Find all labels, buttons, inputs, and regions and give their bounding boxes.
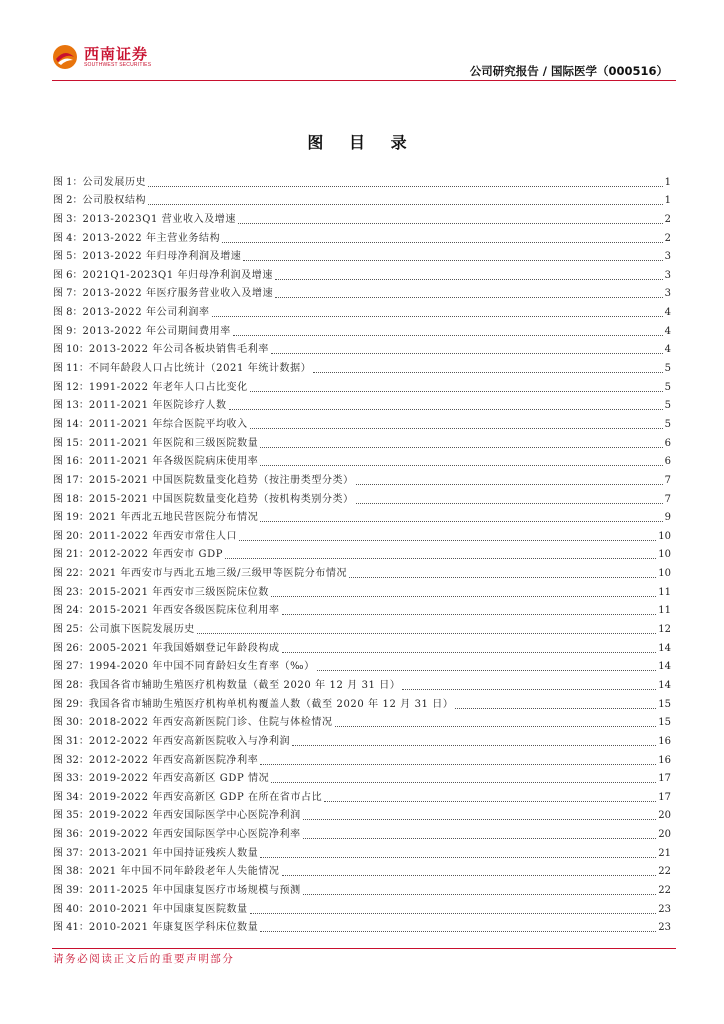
toc-page-number[interactable]: 6: [664, 437, 671, 449]
toc-figure-title[interactable]: 不同年龄段人口占比统计（2021 年统计数据）: [88, 363, 312, 375]
toc-leader-dots: [356, 484, 663, 485]
toc-figure-title[interactable]: 2015-2021 年西安各级医院床位利用率: [88, 605, 280, 617]
toc-leader-dots: [455, 708, 656, 709]
toc-figure-number: 图 23：: [53, 586, 89, 598]
toc-entry[interactable]: [53, 561, 671, 580]
toc-page-number[interactable]: 10: [658, 568, 671, 580]
toc-entry[interactable]: [53, 916, 671, 935]
toc-entry[interactable]: [53, 412, 671, 431]
toc-page-number[interactable]: 3: [664, 288, 671, 300]
toc-figure-title[interactable]: 公司旗下医院发展历史: [88, 624, 195, 636]
toc-figure-title[interactable]: 2019-2022 年西安国际医学中心医院净利率: [88, 829, 301, 841]
toc-figure-title[interactable]: 2013-2023Q1 营业收入及增速: [82, 213, 236, 225]
toc-page-number[interactable]: 5: [664, 418, 671, 430]
toc-figure-title[interactable]: 2011-2021 年各级医院病床使用率: [88, 456, 259, 468]
toc-entry[interactable]: [53, 450, 671, 469]
toc-entry[interactable]: [53, 580, 671, 599]
toc-figure-title[interactable]: 2012-2022 年西安高新医院收入与净利润: [88, 735, 291, 747]
toc-leader-dots: [275, 279, 663, 280]
footer-disclaimer: 请务必阅读正文后的重要声明部分: [53, 953, 235, 965]
toc-leader-dots: [148, 204, 662, 205]
toc-figure-title[interactable]: 公司股权结构: [82, 195, 147, 207]
toc-page-number[interactable]: 3: [664, 251, 671, 263]
toc-leader-dots: [233, 335, 663, 336]
toc-figure-number: 图 16：: [53, 456, 89, 468]
toc-leader-dots: [222, 242, 662, 243]
toc-leader-dots: [148, 186, 662, 187]
footer-divider: [52, 948, 676, 949]
toc-figure-number: 图 28：: [53, 679, 89, 691]
toc-entry[interactable]: [53, 263, 671, 282]
toc-leader-dots: [260, 857, 656, 858]
toc-page-number[interactable]: 7: [664, 493, 671, 505]
toc-figure-title[interactable]: 2011-2022 年西安市常住人口: [88, 530, 238, 542]
toc-page-number[interactable]: 1: [664, 176, 671, 188]
page-title: 图 目 录: [307, 133, 417, 152]
toc-entry[interactable]: [53, 748, 671, 767]
toc-figure-title[interactable]: 2018-2022 年西安高新医院门诊、住院与体检情况: [88, 717, 333, 729]
toc-entry[interactable]: [53, 487, 671, 506]
toc-figure-title[interactable]: 2011-2021 年医院和三级医院数量: [88, 437, 259, 449]
toc-entry[interactable]: [53, 170, 671, 189]
toc-page-number[interactable]: 11: [658, 586, 671, 598]
toc-figure-title[interactable]: 2019-2022 年西安高新区 GDP 情况: [88, 773, 270, 785]
toc-leader-dots: [238, 223, 663, 224]
toc-page-number[interactable]: 9: [664, 512, 671, 524]
toc-page-number[interactable]: 10: [658, 549, 671, 561]
toc-entry[interactable]: [53, 338, 671, 357]
toc-page-number[interactable]: 5: [664, 381, 671, 393]
toc-figure-title[interactable]: 2013-2022 年主营业务结构: [82, 232, 221, 244]
toc-leader-dots: [260, 521, 662, 522]
toc-page-number[interactable]: 17: [658, 791, 671, 803]
toc-figure-title[interactable]: 2019-2022 年西安国际医学中心医院净利润: [88, 810, 301, 822]
toc-figure-title[interactable]: 2021 年西安市与西北五地三级/三级甲等医院分布情况: [88, 568, 348, 580]
toc-entry[interactable]: [53, 245, 671, 264]
toc-page-number[interactable]: 21: [658, 847, 671, 859]
toc-leader-dots: [349, 577, 656, 578]
toc-leader-dots: [271, 596, 656, 597]
page-header: [0, 0, 724, 82]
toc-page-number[interactable]: 12: [658, 624, 671, 636]
toc-page-number[interactable]: 1: [664, 195, 671, 207]
toc-figure-title[interactable]: 2013-2021 年中国持证残疾人数量: [88, 847, 259, 859]
toc-entry[interactable]: [53, 804, 671, 823]
toc-figure-number: 图 7：: [53, 288, 83, 300]
toc-figure-number: 图 31：: [53, 735, 89, 747]
report-title: 公司研究报告 / 国际医学（000516）: [469, 64, 668, 78]
toc-figure-number: 图 2：: [53, 195, 83, 207]
toc-figure-number: 图 32：: [53, 754, 89, 766]
toc-figure-number: 图 40：: [53, 903, 89, 915]
toc-figure-number: 图 25：: [53, 624, 89, 636]
toc-entry[interactable]: [53, 543, 671, 562]
toc-page-number[interactable]: 20: [658, 810, 671, 822]
toc-page-number[interactable]: 22: [658, 884, 671, 896]
toc-entry[interactable]: [53, 636, 671, 655]
brand-name-en: SOUTHWEST SECURITIES: [84, 61, 152, 68]
toc-page-number[interactable]: 15: [658, 717, 671, 729]
toc-figure-title[interactable]: 我国各省市辅助生殖医疗机构单机构覆盖人数（截至 2020 年 12 月 31 日）: [88, 698, 454, 710]
toc-page-number[interactable]: 17: [658, 773, 671, 785]
toc-figure-number: 图 21：: [53, 549, 89, 561]
toc-figure-number: 图 26：: [53, 642, 89, 654]
toc-leader-dots: [250, 913, 657, 914]
toc-figure-number: 图 33：: [53, 773, 89, 785]
toc-leader-dots: [317, 670, 656, 671]
brand-logo: [52, 44, 151, 70]
toc-entry[interactable]: [53, 394, 671, 413]
figure-list: [53, 170, 671, 934]
toc-entry[interactable]: [53, 673, 671, 692]
toc-leader-dots: [356, 503, 663, 504]
toc-leader-dots: [275, 297, 662, 298]
toc-leader-dots: [229, 409, 663, 410]
toc-page-number[interactable]: 11: [658, 605, 671, 617]
toc-leader-dots: [303, 894, 657, 895]
toc-figure-title[interactable]: 2015-2021 年西安市三级医院床位数: [88, 586, 269, 598]
toc-entry[interactable]: [53, 524, 671, 543]
toc-leader-dots: [197, 633, 656, 634]
toc-figure-title[interactable]: 2011-2021 年综合医院平均收入: [88, 418, 248, 430]
toc-figure-number: 图 5：: [53, 251, 83, 263]
toc-leader-dots: [324, 801, 656, 802]
toc-figure-number: 图 20：: [53, 530, 89, 542]
toc-entry[interactable]: [53, 878, 671, 897]
toc-figure-number: 图 15：: [53, 437, 89, 449]
toc-figure-title[interactable]: 2021Q1-2023Q1 年归母净利润及增速: [82, 269, 273, 281]
toc-page-number[interactable]: 15: [658, 698, 671, 710]
toc-figure-title[interactable]: 2011-2021 年医院诊疗人数: [88, 400, 227, 412]
toc-leader-dots: [282, 875, 657, 876]
toc-entry[interactable]: [53, 655, 671, 674]
toc-entry[interactable]: [53, 711, 671, 730]
toc-leader-dots: [282, 652, 657, 653]
toc-entry[interactable]: [53, 207, 671, 226]
toc-page-number[interactable]: 16: [658, 754, 671, 766]
toc-figure-title[interactable]: 2013-2022 年公司期间费用率: [82, 325, 231, 337]
toc-figure-number: 图 12：: [53, 381, 89, 393]
toc-entry[interactable]: [53, 431, 671, 450]
toc-leader-dots: [260, 931, 656, 932]
toc-entry[interactable]: [53, 189, 671, 208]
toc-figure-number: 图 19：: [53, 512, 89, 524]
toc-figure-number: 图 30：: [53, 717, 89, 729]
brand-name-cn: 西南证券: [84, 44, 149, 63]
toc-figure-title[interactable]: 2019-2022 年西安高新区 GDP 在所在省市占比: [88, 791, 323, 803]
toc-page-number[interactable]: 22: [658, 866, 671, 878]
toc-leader-dots: [303, 819, 657, 820]
toc-leader-dots: [250, 428, 663, 429]
toc-page-number[interactable]: 16: [658, 735, 671, 747]
toc-leader-dots: [212, 316, 663, 317]
toc-figure-number: 图 27：: [53, 661, 89, 673]
toc-figure-title[interactable]: 2015-2021 中国医院数量变化趋势（按注册类型分类）: [88, 474, 354, 486]
toc-page-number[interactable]: 5: [664, 363, 671, 375]
header-divider: [52, 80, 676, 81]
toc-page-number[interactable]: 23: [658, 903, 671, 915]
toc-entry[interactable]: [53, 897, 671, 916]
toc-leader-dots: [292, 745, 656, 746]
toc-figure-title[interactable]: 2005-2021 年我国婚姻登记年龄段构成: [88, 642, 280, 654]
toc-entry[interactable]: [53, 785, 671, 804]
toc-figure-title[interactable]: 2015-2021 中国医院数量变化趋势（按机构类别分类）: [88, 493, 354, 505]
toc-figure-number: 图 34：: [53, 791, 89, 803]
toc-figure-number: 图 9：: [53, 325, 83, 337]
toc-page-number[interactable]: 10: [658, 530, 671, 542]
toc-figure-number: 图 10：: [53, 344, 89, 356]
toc-figure-number: 图 38：: [53, 866, 89, 878]
toc-figure-number: 图 14：: [53, 418, 89, 430]
toc-figure-number: 图 1：: [53, 176, 83, 188]
toc-figure-number: 图 4：: [53, 232, 83, 244]
toc-figure-title[interactable]: 2011-2025 年中国康复医疗市场规模与预测: [88, 884, 301, 896]
toc-figure-number: 图 39：: [53, 884, 89, 896]
toc-entry[interactable]: [53, 468, 671, 487]
toc-leader-dots: [303, 838, 657, 839]
toc-leader-dots: [260, 465, 662, 466]
toc-page-number[interactable]: 4: [664, 325, 671, 337]
toc-figure-title[interactable]: 1991-2022 年老年人口占比变化: [88, 381, 248, 393]
toc-figure-title[interactable]: 2021 年西北五地民营医院分布情况: [88, 512, 259, 524]
toc-figure-title[interactable]: 2010-2021 年中国康复医院数量: [88, 903, 248, 915]
toc-figure-title[interactable]: 2012-2022 年西安高新医院净利率: [88, 754, 259, 766]
toc-figure-title[interactable]: 2010-2021 年康复医学科床位数量: [88, 922, 259, 934]
toc-page-number[interactable]: 23: [658, 922, 671, 934]
toc-figure-number: 图 36：: [53, 829, 89, 841]
toc-page-number[interactable]: 4: [664, 307, 671, 319]
toc-leader-dots: [271, 782, 656, 783]
toc-figure-number: 图 35：: [53, 810, 89, 822]
toc-figure-title[interactable]: 2021 年中国不同年龄段老年人失能情况: [88, 866, 280, 878]
toc-entry[interactable]: [53, 822, 671, 841]
toc-page-number[interactable]: 7: [664, 474, 671, 486]
toc-figure-number: 图 17：: [53, 474, 89, 486]
toc-figure-number: 图 29：: [53, 698, 89, 710]
toc-figure-title[interactable]: 2013-2022 年归母净利润及增速: [82, 251, 242, 263]
toc-entry[interactable]: [53, 506, 671, 525]
toc-leader-dots: [260, 764, 656, 765]
toc-leader-dots: [282, 614, 657, 615]
toc-leader-dots: [239, 540, 656, 541]
toc-leader-dots: [260, 447, 662, 448]
brand-mark-icon: [52, 44, 78, 70]
toc-figure-number: 图 8：: [53, 307, 83, 319]
toc-figure-number: 图 24：: [53, 605, 89, 617]
toc-figure-title[interactable]: 2013-2022 年医疗服务营业收入及增速: [82, 288, 274, 300]
toc-figure-title[interactable]: 公司发展历史: [82, 176, 147, 188]
toc-figure-title[interactable]: 我国各省市辅助生殖医疗机构数量（截至 2020 年 12 月 31 日）: [88, 679, 401, 691]
toc-figure-title[interactable]: 2012-2022 年西安市 GDP: [88, 549, 224, 561]
toc-figure-title[interactable]: 2013-2022 年公司各板块销售毛利率: [88, 344, 269, 356]
toc-leader-dots: [313, 372, 662, 373]
toc-entry[interactable]: [53, 226, 671, 245]
toc-page-number[interactable]: 5: [664, 400, 671, 412]
toc-figure-number: 图 22：: [53, 568, 89, 580]
toc-entry[interactable]: [53, 692, 671, 711]
toc-figure-number: 图 41：: [53, 922, 89, 934]
toc-entry[interactable]: [53, 617, 671, 636]
toc-figure-number: 图 18：: [53, 493, 89, 505]
toc-entry[interactable]: [53, 375, 671, 394]
toc-leader-dots: [243, 260, 662, 261]
toc-leader-dots: [335, 726, 657, 727]
toc-entry[interactable]: [53, 282, 671, 301]
toc-entry[interactable]: [53, 767, 671, 786]
toc-entry[interactable]: [53, 729, 671, 748]
toc-entry[interactable]: [53, 841, 671, 860]
toc-leader-dots: [402, 689, 656, 690]
toc-entry[interactable]: [53, 319, 671, 338]
toc-page-number[interactable]: 20: [658, 829, 671, 841]
toc-entry[interactable]: [53, 356, 671, 375]
toc-page-number[interactable]: 14: [658, 679, 671, 691]
toc-page-number[interactable]: 3: [664, 269, 671, 281]
toc-figure-number: 图 13：: [53, 400, 89, 412]
toc-page-number[interactable]: 2: [664, 213, 671, 225]
toc-leader-dots: [271, 353, 663, 354]
toc-entry[interactable]: [53, 599, 671, 618]
toc-page-number[interactable]: 14: [658, 642, 671, 654]
toc-figure-number: 图 6：: [53, 269, 83, 281]
toc-entry[interactable]: [53, 860, 671, 879]
toc-figure-title[interactable]: 2013-2022 年公司利润率: [82, 307, 210, 319]
toc-figure-number: 图 37：: [53, 847, 89, 859]
toc-page-number[interactable]: 4: [664, 344, 671, 356]
toc-page-number[interactable]: 2: [664, 232, 671, 244]
toc-page-number[interactable]: 14: [658, 661, 671, 673]
toc-leader-dots: [250, 391, 663, 392]
toc-figure-number: 图 11：: [53, 363, 89, 375]
toc-entry[interactable]: [53, 300, 671, 319]
toc-leader-dots: [225, 558, 656, 559]
toc-figure-title[interactable]: 1994-2020 年中国不同育龄妇女生育率（‰）: [88, 661, 315, 673]
toc-page-number[interactable]: 6: [664, 456, 671, 468]
toc-figure-number: 图 3：: [53, 213, 83, 225]
